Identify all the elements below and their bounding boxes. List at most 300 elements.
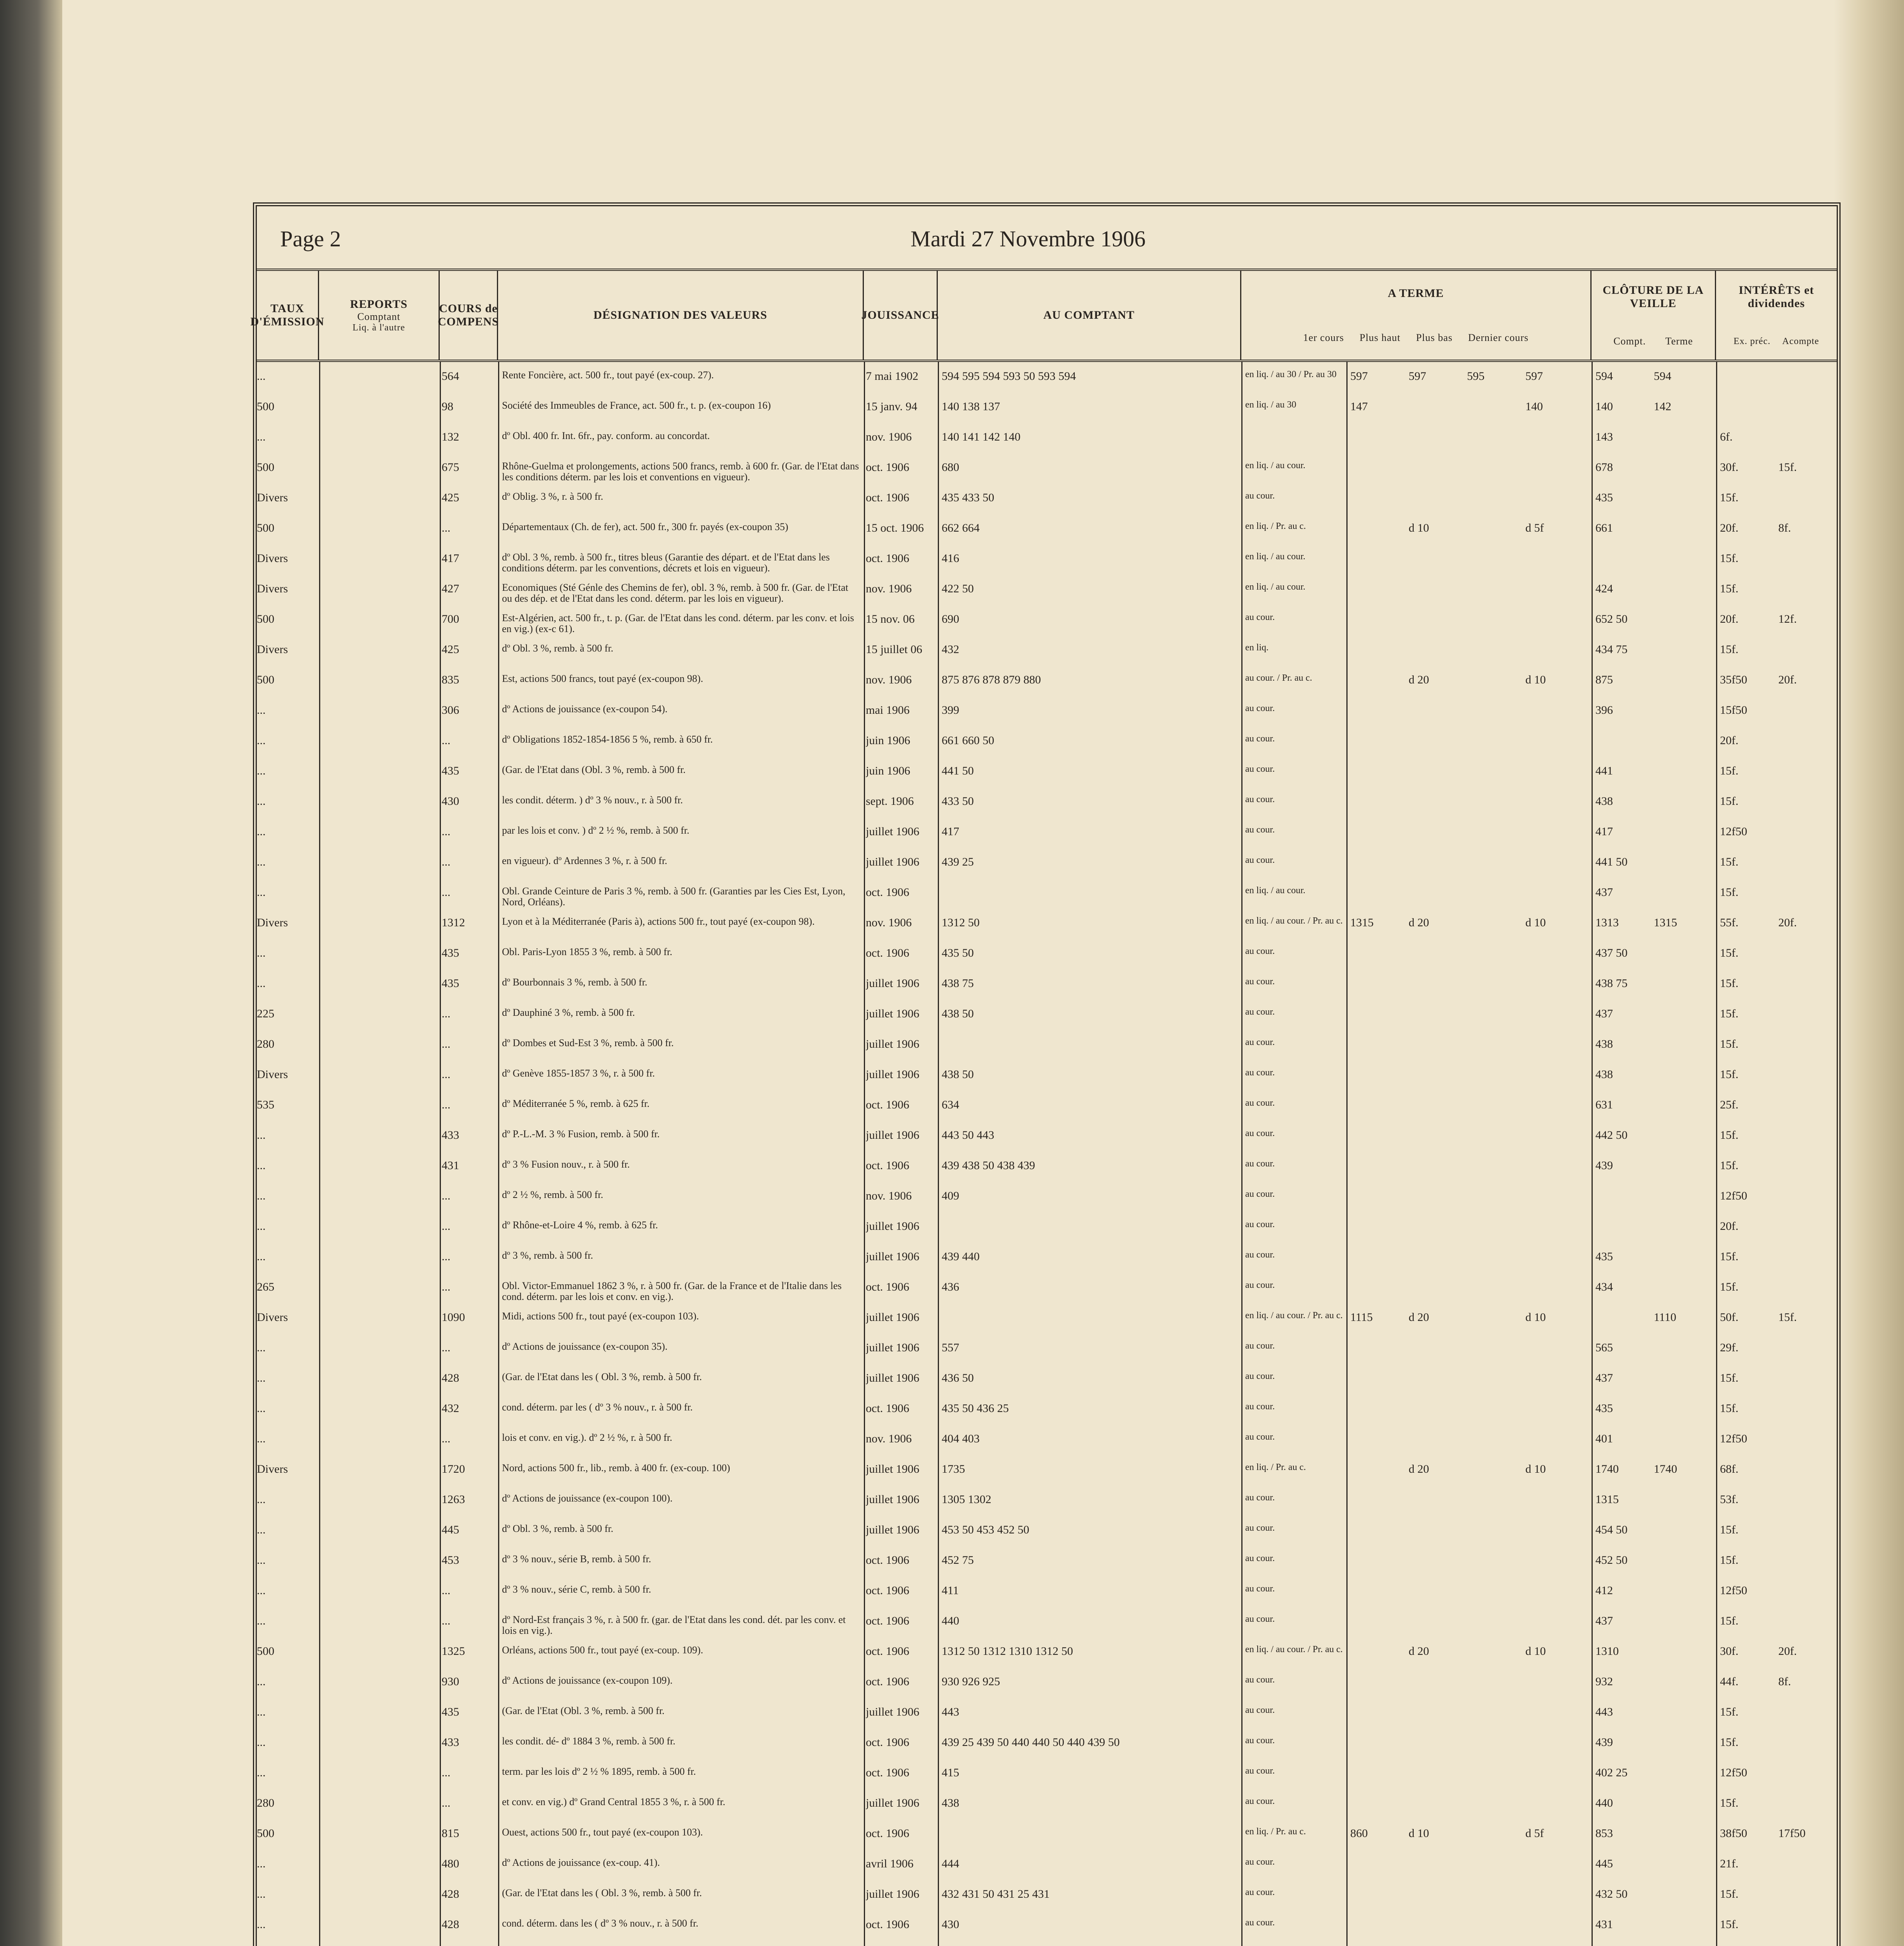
column-rule	[498, 362, 499, 1946]
cell-int1: 44f.	[1720, 1675, 1739, 1688]
cell-cours: ...	[442, 1614, 451, 1627]
cell-jouis: oct. 1906	[866, 552, 909, 565]
cell-comptant: 443	[942, 1705, 959, 1718]
cell-int1: 12f50	[1720, 1766, 1747, 1779]
cell-name: dº Dombes et Sud-Est 3 %, remb. à 500 fr.	[502, 1038, 674, 1049]
cell-name: Est-Algérien, act. 500 fr., t. p. (Gar. de l'Etat dans les cond. déterm. par les conv. et lois en vig.) (ex-c 61).	[502, 613, 854, 634]
cell-jouis: juillet 1906	[866, 1341, 920, 1354]
cell-haut: d 10	[1409, 1827, 1429, 1840]
cell-int1: 6f.	[1720, 430, 1733, 443]
cell-terme: au cour.	[1245, 1280, 1275, 1290]
cell-clot-c: 434	[1595, 1280, 1613, 1293]
cell-comptant: 409	[942, 1189, 959, 1202]
cell-comptant: 436	[942, 1280, 959, 1293]
newspaper-sheet	[250, 202, 1841, 1946]
cell-comptant: 404 403	[942, 1432, 980, 1445]
cell-terme: au cour.	[1245, 764, 1275, 774]
cell-name: dº Actions de jouissance (ex-coup. 41).	[502, 1857, 660, 1868]
cell-cours: ...	[442, 1584, 451, 1597]
cell-terme: en liq. / au cour.	[1245, 582, 1306, 592]
cell-name: Lyon et à la Méditerranée (Paris à), actions 500 fr., tout payé (ex-coupon 98).	[502, 916, 815, 927]
cell-jouis: juillet 1906	[866, 1038, 920, 1050]
header-interets-prec: Ex. préc.	[1734, 336, 1771, 346]
cell-clot-c: 443	[1595, 1705, 1613, 1718]
cell-cours: 453	[442, 1554, 459, 1567]
cell-jouis: oct. 1906	[866, 1584, 909, 1597]
cell-name: dº Obl. 400 fr. Int. 6fr., pay. conform. au concordat.	[502, 430, 710, 441]
cell-int1: 15f.	[1720, 1614, 1739, 1627]
cell-clot-c: 594	[1595, 370, 1613, 383]
cell-taux: 500	[257, 673, 274, 686]
cell-name: Orléans, actions 500 fr., tout payé (ex-coup. 109).	[502, 1645, 703, 1656]
cell-comptant: 440	[942, 1614, 959, 1627]
cell-cours: ...	[442, 1341, 451, 1354]
cell-clot-t: 142	[1654, 400, 1671, 413]
cell-clot-c: 932	[1595, 1675, 1613, 1688]
cell-name: dº Actions de jouissance (ex-coupon 54).	[502, 704, 668, 715]
cell-jouis: oct. 1906	[866, 1645, 909, 1658]
header-interets-subcols	[1734, 336, 1819, 347]
header-reports-comptant: Comptant	[357, 311, 400, 322]
cell-taux: Divers	[257, 916, 288, 929]
cell-int1: 68f.	[1720, 1463, 1739, 1475]
cell-clot-c: 438	[1595, 1038, 1613, 1050]
cell-taux: Divers	[257, 582, 288, 595]
cell-taux: 500	[257, 1645, 274, 1658]
cell-clot-c: 439	[1595, 1736, 1613, 1749]
cell-terme: au cour. / Pr. au c.	[1245, 673, 1312, 683]
cell-int1: 15f.	[1720, 1372, 1739, 1384]
cell-premier: 1315	[1350, 916, 1374, 929]
cell-int1: 21f.	[1720, 1857, 1739, 1870]
cell-comptant: 140 141 142 140	[942, 430, 1021, 443]
cell-cours: ...	[442, 825, 451, 838]
cell-jouis: 15 oct. 1906	[866, 522, 924, 534]
cell-clot-c: 1313	[1595, 916, 1619, 929]
cell-name: term. par les lois dº 2 ½ % 1895, remb. à 500 fr.	[502, 1766, 696, 1777]
cell-comptant: 439 440	[942, 1250, 980, 1263]
cell-cours: 1263	[442, 1493, 465, 1506]
cell-terme: au cour.	[1245, 1432, 1275, 1442]
cell-jouis: oct. 1906	[866, 1280, 909, 1293]
cell-dernier: d 5f	[1525, 1827, 1544, 1840]
cell-jouis: nov. 1906	[866, 1432, 912, 1445]
cell-cours: 433	[442, 1129, 459, 1142]
cell-terme	[1245, 430, 1344, 459]
cell-jouis: nov. 1906	[866, 916, 912, 929]
cell-taux: ...	[257, 1888, 266, 1900]
cell-taux: 500	[257, 461, 274, 474]
column-rule	[938, 362, 939, 1946]
cell-name: (Gar. de l'Etat (Obl. 3 %, remb. à 500 fr.	[502, 1705, 665, 1716]
cell-name: dº Actions de jouissance (ex-coupon 100).	[502, 1493, 673, 1504]
cell-haut: d 20	[1409, 673, 1429, 686]
cell-comptant: 439 438 50 438 439	[942, 1159, 1035, 1172]
cell-name: dº Actions de jouissance (ex-coupon 109).	[502, 1675, 673, 1686]
cell-terme: au cour.	[1245, 1675, 1275, 1685]
cell-name: par les lois et conv. ) dº 2 ½ %, remb. à 500 fr.	[502, 825, 690, 836]
cell-comptant: 422 50	[942, 582, 974, 595]
cell-cours: ...	[442, 1189, 451, 1202]
cell-terme: au cour.	[1245, 1736, 1275, 1746]
cell-dernier: 140	[1525, 400, 1543, 413]
cell-terme: en liq. / au 30	[1245, 400, 1297, 410]
cell-jouis: juillet 1906	[866, 977, 920, 990]
cell-cours: 815	[442, 1827, 459, 1840]
cell-taux: 265	[257, 1280, 274, 1293]
cell-haut: 597	[1409, 370, 1426, 383]
cell-comptant: 444	[942, 1857, 959, 1870]
cell-jouis: nov. 1906	[866, 582, 912, 595]
cell-jouis: juin 1906	[866, 764, 911, 777]
cell-cours: 431	[442, 1159, 459, 1172]
cell-cours: 306	[442, 704, 459, 717]
cell-terme: au cour.	[1245, 1857, 1275, 1867]
cell-cours: ...	[442, 1007, 451, 1020]
cell-jouis: juillet 1906	[866, 1068, 920, 1081]
cell-comptant: 435 433 50	[942, 491, 994, 504]
cell-jouis: oct. 1906	[866, 461, 909, 474]
cell-terme: au cour.	[1245, 855, 1275, 865]
cell-taux: ...	[257, 1220, 266, 1233]
cell-clot-c: 441	[1595, 764, 1613, 777]
header-cloture	[1592, 271, 1716, 360]
cell-cours: 1720	[442, 1463, 465, 1475]
cell-jouis: nov. 1906	[866, 430, 912, 443]
cell-clot-c: 661	[1595, 522, 1613, 534]
cell-terme: au cour.	[1245, 1705, 1275, 1715]
cell-cours: 700	[442, 613, 459, 625]
cell-cours: 435	[442, 947, 459, 959]
cell-comptant: 433 50	[942, 795, 974, 808]
cell-int1: 38f50	[1720, 1827, 1747, 1840]
cell-int1: 15f.	[1720, 491, 1739, 504]
cell-jouis: oct. 1906	[866, 1159, 909, 1172]
header-reports	[319, 271, 440, 360]
cell-name: Economiques (Sté Génle des Chemins de fer), obl. 3 %, remb. à 500 fr. (Gar. de l'Etat ou des dép. et de l'Etat dans les cond. déterm. par les lois en vigueur).	[502, 582, 848, 604]
cell-taux: ...	[257, 430, 266, 443]
cell-name: lois et conv. en vig.). dº 2 ½ %, r. à 500 fr.	[502, 1432, 672, 1443]
cell-taux: ...	[257, 370, 266, 383]
cell-taux: 535	[257, 1098, 274, 1111]
cell-jouis: nov. 1906	[866, 1189, 912, 1202]
cell-int1: 15f.	[1720, 1705, 1739, 1718]
cell-int1: 15f.	[1720, 1402, 1739, 1415]
cell-terme: en liq.	[1245, 643, 1269, 653]
cell-int1: 15f.	[1720, 1007, 1739, 1020]
cell-terme: au cour.	[1245, 1493, 1275, 1503]
cell-clot-t: 1315	[1654, 916, 1677, 929]
cell-name: Nord, actions 500 fr., lib., remb. à 400 fr. (ex-coup. 100)	[502, 1463, 730, 1474]
cell-taux: ...	[257, 1705, 266, 1718]
cell-taux: ...	[257, 1402, 266, 1415]
cell-taux: 280	[257, 1038, 274, 1050]
cell-jouis: oct. 1906	[866, 1554, 909, 1567]
cell-cours: ...	[442, 1250, 451, 1263]
cell-name: cond. déterm. dans les ( dº 3 % nouv., r. à 500 fr.	[502, 1918, 698, 1929]
cell-jouis: juillet 1906	[866, 1311, 920, 1324]
cell-int1: 15f.	[1720, 764, 1739, 777]
cell-jouis: oct. 1906	[866, 1766, 909, 1779]
page-number: Page 2	[280, 226, 341, 251]
cell-clot-c: 431	[1595, 1918, 1613, 1931]
cell-terme: en liq. / au cour. / Pr. au c.	[1245, 1645, 1343, 1654]
cell-cours: 480	[442, 1857, 459, 1870]
cell-clot-c: 438	[1595, 1068, 1613, 1081]
cell-int1: 50f.	[1720, 1311, 1739, 1324]
cell-name: (Gar. de l'Etat dans (Obl. 3 %, remb. à 500 fr.	[502, 764, 686, 775]
cell-cours: 425	[442, 643, 459, 656]
cell-clot-c: 434 75	[1595, 643, 1628, 656]
cell-taux: 500	[257, 400, 274, 413]
cell-jouis: mai 1906	[866, 704, 910, 717]
cell-name: dº Oblig. 3 %, r. à 500 fr.	[502, 491, 604, 502]
cell-int1: 15f.	[1720, 1159, 1739, 1172]
cell-jouis: oct. 1906	[866, 1827, 909, 1840]
cell-int1: 12f50	[1720, 825, 1747, 838]
cell-cours: ...	[442, 1280, 451, 1293]
cell-cours: 435	[442, 764, 459, 777]
cell-terme: au cour.	[1245, 1129, 1275, 1138]
cell-jouis: juillet 1906	[866, 1007, 920, 1020]
cell-int1: 15f.	[1720, 582, 1739, 595]
cell-name: dº P.-L.-M. 3 % Fusion, remb. à 500 fr.	[502, 1129, 660, 1140]
cell-comptant: 432	[942, 643, 959, 656]
cell-haut: d 10	[1409, 522, 1429, 534]
cell-clot-c: 439	[1595, 1159, 1613, 1172]
cell-terme: au cour.	[1245, 1614, 1275, 1624]
header-jouissance: JOUISSANCE	[864, 271, 938, 360]
cell-clot-c: 396	[1595, 704, 1613, 717]
cell-terme: en liq. / Pr. au c.	[1245, 1827, 1306, 1837]
cell-cours: 835	[442, 673, 459, 686]
cell-clot-c: 440	[1595, 1797, 1613, 1809]
cell-jouis: oct. 1906	[866, 1614, 909, 1627]
cell-comptant: 441 50	[942, 764, 974, 777]
cell-clot-c: 437	[1595, 1614, 1613, 1627]
header-terme-subcols	[1303, 332, 1528, 344]
cell-clot-c: 435	[1595, 491, 1613, 504]
cell-jouis: juillet 1906	[866, 1250, 920, 1263]
cell-int1: 15f.	[1720, 795, 1739, 808]
cell-taux: Divers	[257, 1463, 288, 1475]
cell-int2: 8f.	[1778, 1675, 1791, 1688]
cell-taux: ...	[257, 1766, 266, 1779]
cell-int1: 20f.	[1720, 1220, 1739, 1233]
cell-name: dº Obligations 1852-1854-1856 5 %, remb. à 650 fr.	[502, 734, 713, 745]
cell-name: les condit. dé- dº 1884 3 %, remb. à 500 fr.	[502, 1736, 676, 1747]
cell-clot-c: 432 50	[1595, 1888, 1628, 1900]
cell-comptant: 690	[942, 613, 959, 625]
cell-terme: en liq. / au cour.	[1245, 552, 1306, 562]
cell-cours: 427	[442, 582, 459, 595]
cell-jouis: 15 juillet 06	[866, 643, 922, 656]
cell-clot-c: 442 50	[1595, 1129, 1628, 1142]
cell-name: en vigueur). dº Ardennes 3 %, r. à 500 fr.	[502, 855, 667, 866]
cell-clot-c: 437	[1595, 1007, 1613, 1020]
header-cloture-title: CLÔTURE DE LA VEILLE	[1602, 283, 1704, 310]
cell-jouis: juillet 1906	[866, 1523, 920, 1536]
cell-terme: au cour.	[1245, 1888, 1275, 1897]
cell-int1: 15f.	[1720, 1918, 1739, 1931]
cell-dernier: d 10	[1525, 1645, 1546, 1658]
cell-haut: d 20	[1409, 1645, 1429, 1658]
cell-comptant: 594 595 594 593 50 593 594	[942, 370, 1076, 383]
cell-terme: au cour.	[1245, 1007, 1275, 1017]
cell-int1: 15f.	[1720, 855, 1739, 868]
cell-taux: ...	[257, 1736, 266, 1749]
cell-taux: 500	[257, 522, 274, 534]
cell-comptant: 436 50	[942, 1372, 974, 1384]
cell-taux: ...	[257, 764, 266, 777]
cell-clot-c: 435	[1595, 1402, 1613, 1415]
cell-clot-c: 402 25	[1595, 1766, 1628, 1779]
cell-cours: 98	[442, 400, 453, 413]
cell-cours: 425	[442, 491, 459, 504]
cell-dernier: d 5f	[1525, 522, 1544, 534]
header-interets	[1716, 271, 1837, 360]
header-taux: TAUX D'ÉMISSION	[257, 271, 319, 360]
cell-name: et conv. en vig.) dº Grand Central 1855 3 %, r. à 500 fr.	[502, 1797, 725, 1807]
cell-taux: ...	[257, 1675, 266, 1688]
cell-clot-c: 140	[1595, 400, 1613, 413]
cell-cours: 428	[442, 1372, 459, 1384]
cell-int1: 20f.	[1720, 522, 1739, 534]
cell-terme: en liq. / Pr. au c.	[1245, 1463, 1306, 1472]
cell-jouis: avril 1906	[866, 1857, 914, 1870]
cell-clot-c: 445	[1595, 1857, 1613, 1870]
cell-taux: ...	[257, 1554, 266, 1567]
cell-premier: 597	[1350, 370, 1368, 383]
cell-clot-c: 631	[1595, 1098, 1613, 1111]
cell-taux: ...	[257, 704, 266, 717]
header-terme	[1241, 271, 1592, 360]
cell-name: dº Dauphiné 3 %, remb. à 500 fr.	[502, 1007, 635, 1018]
cell-int1: 15f.	[1720, 1038, 1739, 1050]
cell-int2: 20f.	[1778, 673, 1797, 686]
cell-name: Rente Foncière, act. 500 fr., tout payé (ex-coup. 27).	[502, 370, 714, 381]
cell-comptant: 438 50	[942, 1007, 974, 1020]
cell-cours: ...	[442, 734, 451, 747]
cell-int1: 30f.	[1720, 461, 1739, 474]
cell-comptant: 453 50 453 452 50	[942, 1523, 1029, 1536]
cell-clot-c: 1310	[1595, 1645, 1619, 1658]
cell-comptant: 1312 50 1312 1310 1312 50	[942, 1645, 1073, 1658]
cell-cours: 1090	[442, 1311, 465, 1324]
cell-clot-t: 1740	[1654, 1463, 1677, 1475]
cell-jouis: oct. 1906	[866, 1402, 909, 1415]
cell-cours: 1325	[442, 1645, 465, 1658]
cell-int1: 15f.	[1720, 886, 1739, 899]
cell-clot-c: 454 50	[1595, 1523, 1628, 1536]
cell-clot-c: 437 50	[1595, 947, 1628, 959]
header-interets-title: INTÉRÊTS et dividendes	[1739, 284, 1814, 310]
cell-name: Obl. Paris-Lyon 1855 3 %, remb. à 500 fr.	[502, 947, 672, 957]
cell-terme: au cour.	[1245, 977, 1275, 987]
cell-comptant: 634	[942, 1098, 959, 1111]
cell-jouis: oct. 1906	[866, 886, 909, 899]
cell-taux: 225	[257, 1007, 274, 1020]
cell-cours: ...	[442, 1220, 451, 1233]
cell-clot-c: 1315	[1595, 1493, 1619, 1506]
cell-clot-c: 452 50	[1595, 1554, 1628, 1567]
cell-int2: 8f.	[1778, 522, 1791, 534]
cell-jouis: sept. 1906	[866, 795, 914, 808]
cell-comptant: 680	[942, 461, 959, 474]
cell-name: dº Nord-Est français 3 %, r. à 500 fr. (gar. de l'Etat dans les cond. dét. par les conv. et lois en vig.).	[502, 1614, 846, 1636]
cell-terme: au cour.	[1245, 1918, 1275, 1928]
cell-name: dº 3 %, remb. à 500 fr.	[502, 1250, 593, 1261]
cell-cours: 428	[442, 1918, 459, 1931]
cell-cours: 445	[442, 1523, 459, 1536]
cell-int1: 20f.	[1720, 613, 1739, 625]
cell-cours: ...	[442, 1766, 451, 1779]
cell-comptant: 875 876 878 879 880	[942, 673, 1041, 686]
cell-terme: en liq. / Pr. au c.	[1245, 522, 1306, 531]
cell-jouis: oct. 1906	[866, 1918, 909, 1931]
cell-taux: 500	[257, 613, 274, 625]
cell-taux: ...	[257, 1584, 266, 1597]
cell-name: Société des Immeubles de France, act. 500 fr., t. p. (ex-coupon 16)	[502, 400, 771, 411]
cell-comptant: 140 138 137	[942, 400, 1000, 413]
cell-comptant: 1735	[942, 1463, 965, 1475]
cell-clot-c: 435	[1595, 1250, 1613, 1263]
cell-premier: 1115	[1350, 1311, 1373, 1324]
cell-comptant: 439 25	[942, 855, 974, 868]
cell-int1: 15f50	[1720, 704, 1747, 717]
header-terme-1er: 1er cours	[1303, 332, 1344, 343]
page-date: Mardi 27 Novembre 1906	[911, 226, 1146, 251]
cell-terme: en liq. / au cour.	[1245, 886, 1306, 896]
cell-comptant: 452 75	[942, 1554, 974, 1567]
cell-comptant: 557	[942, 1341, 959, 1354]
cell-comptant: 438	[942, 1797, 959, 1809]
cell-int1: 15f.	[1720, 1888, 1739, 1900]
cell-taux: Divers	[257, 643, 288, 656]
cell-name: Obl. Grande Ceinture de Paris 3 %, remb. à 500 fr. (Garanties par les Cies Est, Lyon, Nord, Orléans).	[502, 886, 846, 908]
cell-jouis: juin 1906	[866, 734, 911, 747]
cell-int1: 12f50	[1720, 1432, 1747, 1445]
cell-int1: 15f.	[1720, 1068, 1739, 1081]
cell-taux: ...	[257, 1493, 266, 1506]
cell-cours: 435	[442, 977, 459, 990]
header-comptant: AU COMPTANT	[938, 271, 1241, 360]
cell-terme: au cour.	[1245, 1098, 1275, 1108]
cell-int1: 35f50	[1720, 673, 1747, 686]
header-interets-acompte: Acompte	[1782, 336, 1819, 346]
cell-clot-c: 678	[1595, 461, 1613, 474]
cell-haut: d 20	[1409, 916, 1429, 929]
cell-clot-c: 441 50	[1595, 855, 1628, 868]
cell-comptant: 430	[942, 1918, 959, 1931]
header-cloture-subcols	[1613, 335, 1693, 347]
cell-jouis: juillet 1906	[866, 1372, 920, 1384]
cell-comptant: 438 75	[942, 977, 974, 990]
cell-cours: ...	[442, 1068, 451, 1081]
cell-terme: au cour.	[1245, 1372, 1275, 1381]
cell-int1: 53f.	[1720, 1493, 1739, 1506]
cell-dernier: d 10	[1525, 1311, 1546, 1324]
cell-comptant: 416	[942, 552, 959, 565]
cell-int1: 29f.	[1720, 1341, 1739, 1354]
cell-cours: 1312	[442, 916, 465, 929]
cell-comptant: 1312 50	[942, 916, 980, 929]
cell-name: Obl. Victor-Emmanuel 1862 3 %, r. à 500 fr. (Gar. de la France et de l'Italie dans les cond. déterm. par les lois et conv. en vig.).	[502, 1280, 842, 1302]
cell-taux: Divers	[257, 491, 288, 504]
cell-name: dº Obl. 3 %, remb. à 500 fr., titres bleus (Garantie des départ. et de l'Etat dans les conditions déterm. par les conventions, décrets et lois en vigueur).	[502, 552, 830, 574]
cell-cours: 930	[442, 1675, 459, 1688]
cell-jouis: oct. 1906	[866, 491, 909, 504]
